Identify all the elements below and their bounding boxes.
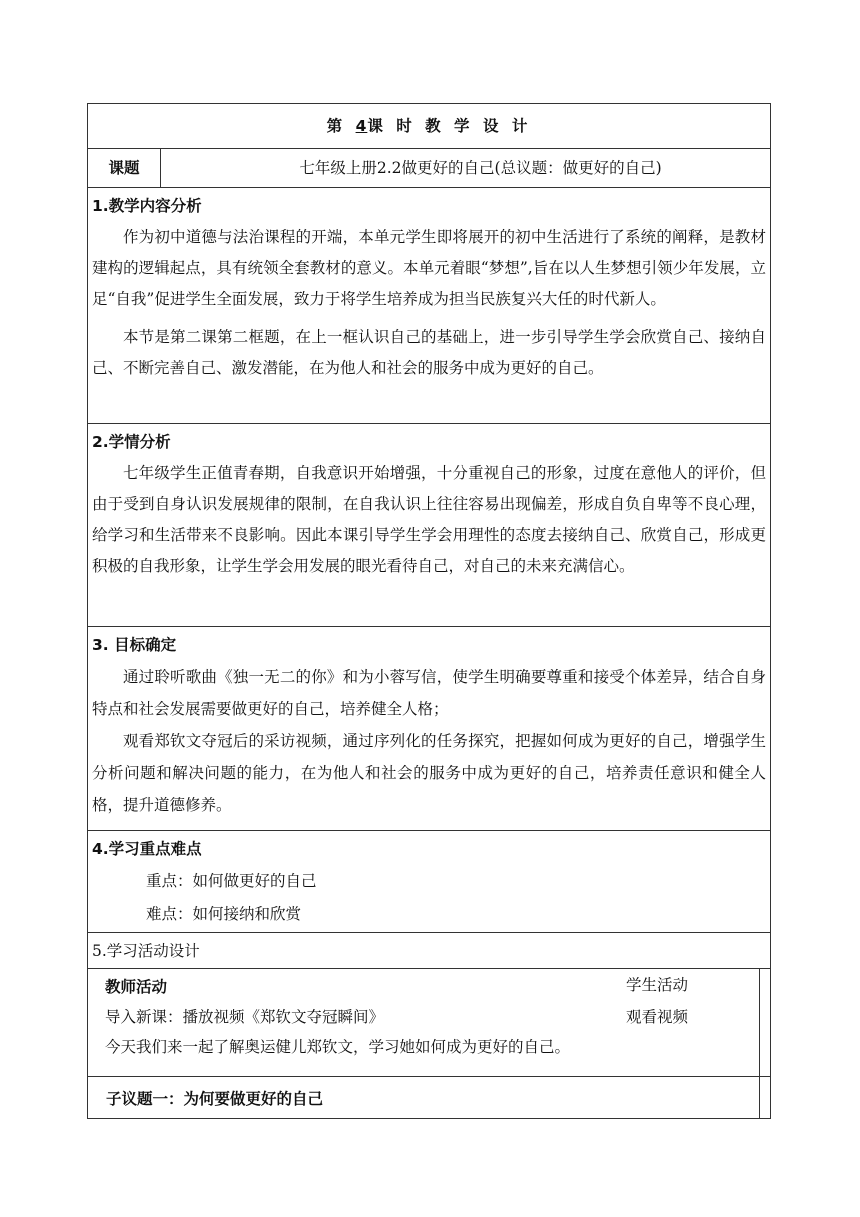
section3-paragraph: 通过聆听歌曲《独一无二的你》和为小蓉写信，使学生明确要尊重和接受个体差异，结合自身特点和社会发展需要做更好的自己，培养健全人格； bbox=[92, 668, 766, 718]
column-divider bbox=[759, 969, 760, 1076]
activity-table bbox=[88, 969, 770, 1077]
difficulty-point: 难点：如何接纳和欣赏 bbox=[146, 905, 302, 923]
section4-heading: 4.学习重点难点 bbox=[92, 840, 202, 858]
section-content-analysis bbox=[88, 188, 770, 424]
topic-value: 七年级上册2.2做更好的自己(总议题：做更好的自己) bbox=[299, 159, 662, 177]
teacher-activity-line: 今天我们来一起了解奥运健儿郑钦文，学习她如何成为更好的自己。 bbox=[105, 1038, 571, 1056]
section-key-points bbox=[88, 831, 770, 933]
section1-paragraph: 作为初中道德与法治课程的开端，本单元学生即将展开的初中生活进行了系统的阐释，是教材建构的逻辑起点，具有统领全套教材的意义。本单元着眼“梦想”,旨在以人生梦想引领少年发展，立足“自我”促进学生全面发展，致力于将学生培养成为担当民族复兴大任的时代新人。 bbox=[92, 228, 766, 308]
section3-heading: 3. 目标确定 bbox=[92, 636, 177, 654]
topic-row bbox=[88, 149, 770, 188]
title-prefix: 第 bbox=[326, 117, 356, 135]
section2-paragraph: 七年级学生正值青春期，自我意识开始增强，十分重视自己的形象，过度在意他人的评价，但由于受到自身认识发展规律的限制，在自我认识上往往容易出现偏差，形成自负自卑等不良心理，给学习和生活带来不良影响。因此本课引导学生学会用理性的态度去接纳自己、欣赏自己，形成更积极的自我形象，让学生学会用发展的眼光看待自己，对自己的未来充满信心。 bbox=[92, 464, 766, 575]
sub-topic-row bbox=[88, 1077, 770, 1118]
lesson-number: 4 bbox=[355, 117, 368, 135]
sub-topic-label: 子议题一：为何要做更好的自己 bbox=[106, 1090, 324, 1108]
title-suffix: 课 时 教 学 设 计 bbox=[367, 117, 532, 135]
column-divider bbox=[759, 1077, 760, 1118]
student-activity-line: 观看视频 bbox=[626, 1008, 689, 1026]
key-point: 重点：如何做更好的自己 bbox=[146, 872, 317, 890]
student-activity-heading: 学生活动 bbox=[626, 976, 689, 994]
section1-heading: 1.教学内容分析 bbox=[92, 197, 202, 215]
section3-paragraph: 观看郑钦文夺冠后的采访视频，通过序列化的任务探究，把握如何成为更好的自己，增强学生分析问题和解决问题的能力，在为他人和社会的服务中成为更好的自己，培养责任意识和健全人格，提升道德修养。 bbox=[92, 732, 766, 814]
teacher-activity-line: 导入新课：播放视频《郑钦文夺冠瞬间》 bbox=[105, 1008, 385, 1026]
page-title bbox=[88, 104, 770, 149]
activity-inner bbox=[96, 969, 760, 1076]
section5-heading: 5.学习活动设计 bbox=[88, 933, 770, 969]
topic-label: 课题 bbox=[88, 149, 161, 187]
section1-paragraph: 本节是第二课第二框题，在上一框认识自己的基础上，进一步引导学生学会欣赏自己、接纳自己、不断完善自己、激发潜能，在为他人和社会的服务中成为更好的自己。 bbox=[92, 328, 766, 377]
teacher-activity-heading: 教师活动 bbox=[105, 978, 168, 996]
section-objectives bbox=[88, 627, 770, 831]
lesson-plan-table bbox=[87, 103, 771, 1119]
section2-heading: 2.学情分析 bbox=[92, 433, 171, 451]
section-student-analysis bbox=[88, 424, 770, 627]
